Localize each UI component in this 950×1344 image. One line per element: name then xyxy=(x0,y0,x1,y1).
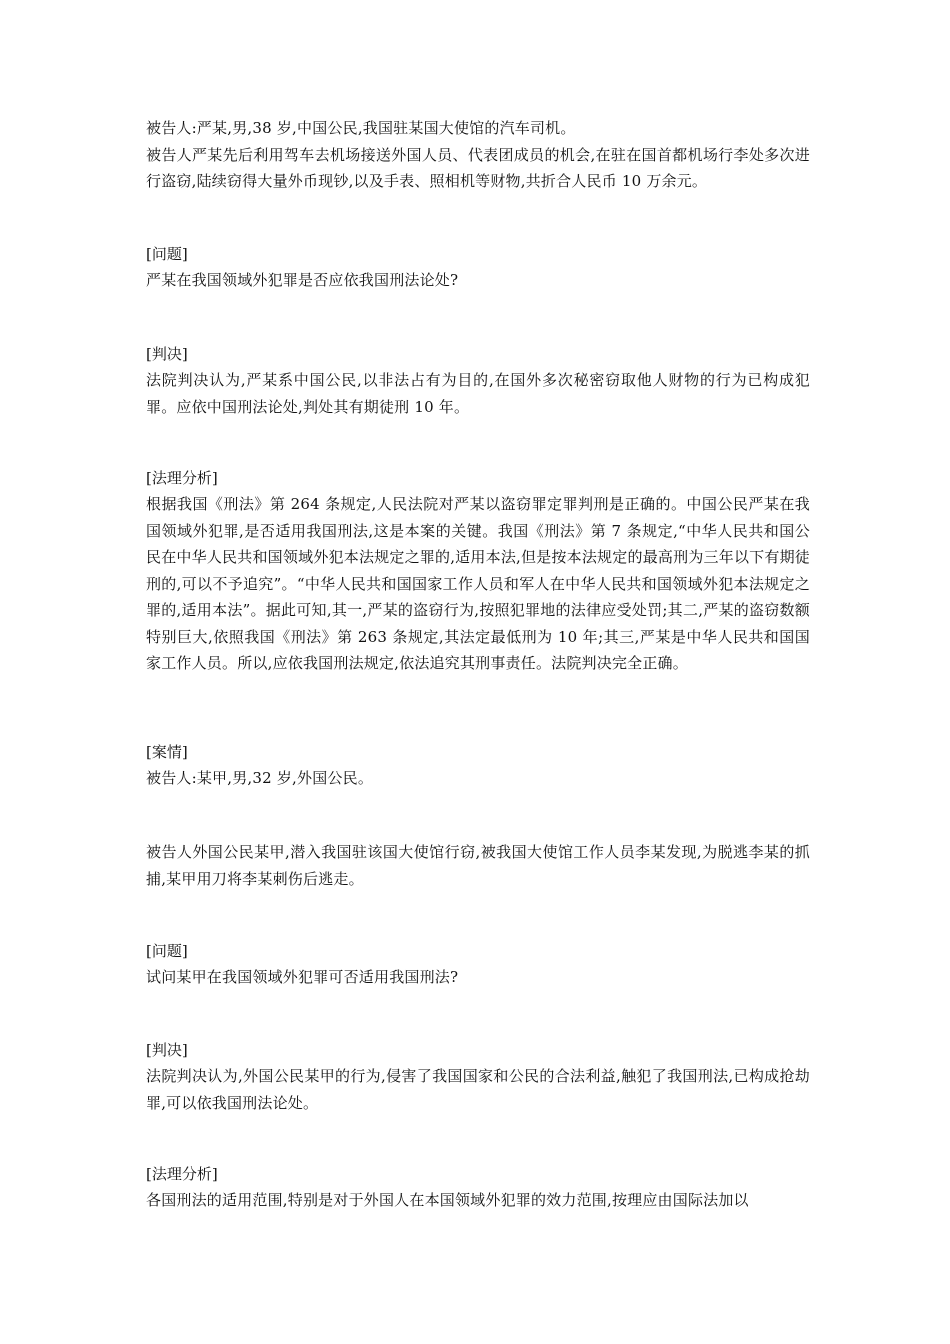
case1-judgment-text: 法院判决认为,严某系中国公民,以非法占有为目的,在国外多次秘密窃取他人财物的行为已构成犯罪。应依中国刑法论处,判处其有期徒刑 10 年。 xyxy=(146,371,810,416)
case1-judgment-heading: [判决] xyxy=(146,345,188,363)
case2-facts-text: 被告人外国公民某甲,潜入我国驻该国大使馆行窃,被我国大使馆工作人员李某发现,为脱逃李某的抓捕,某甲用刀将李某刺伤后逃走。 xyxy=(146,843,810,888)
case1-question xyxy=(146,267,810,294)
case1-question-heading: [问题] xyxy=(146,245,188,263)
case1-defendant: 被告人:严某,男,38 岁,中国公民,我国驻某国大使馆的汽车司机。 xyxy=(146,119,576,137)
case2-facts-heading: [案情] xyxy=(146,743,188,761)
case2-question xyxy=(146,964,810,991)
case2-judgment-text: 法院判决认为,外国公民某甲的行为,侵害了我国国家和公民的合法利益,触犯了我国刑法,已构成抢劫罪,可以依我国刑法论处。 xyxy=(146,1067,810,1112)
case2-facts xyxy=(146,839,810,892)
case1-judgment xyxy=(146,367,810,420)
case1-question-text: 严某在我国领域外犯罪是否应依我国刑法论处? xyxy=(146,271,459,289)
case1-intro xyxy=(146,115,810,195)
case2-defendant-text: 被告人:某甲,男,32 岁,外国公民。 xyxy=(146,769,374,787)
case2-judgment-heading: [判决] xyxy=(146,1041,188,1059)
case1-analysis-text: 根据我国《刑法》第 264 条规定,人民法院对严某以盗窃罪定罪判刑是正确的。中国公民严某在我国领域外犯罪,是否适用我国刑法,这是本案的关键。我国《刑法》第 7 条规定,“中华人民共和国公民在中华人民共和国领域外犯本法规定之罪的,适用本法,但是按本法规定的最高刑为三年以下有期徒刑的,可以不予追究”。“中华人民共和国国家工作人员和军人在中华人民共和国领域外犯本法规定之罪的,适用本法”。据此可知,其一,严某的盗窃行为,按照犯罪地的法律应受处罚;其二,严某的盗窃数额特别巨大,依照我国《刑法》第 263 条规定,其法定最低刑为 10 年;其三,严某是中华人民共和国国家工作人员。所以,应依我国刑法规定,依法追究其刑事责任。法院判决完全正确。 xyxy=(146,495,810,672)
case2-question-text: 试问某甲在我国领域外犯罪可否适用我国刑法? xyxy=(146,968,459,986)
case2-defendant xyxy=(146,765,810,792)
case2-analysis-heading: [法理分析] xyxy=(146,1165,218,1183)
case1-analysis xyxy=(146,491,810,677)
case2-judgment xyxy=(146,1063,810,1116)
case2-analysis-text: 各国刑法的适用范围,特别是对于外国人在本国领域外犯罪的效力范围,按理应由国际法加以 xyxy=(146,1191,749,1209)
case1-analysis-heading: [法理分析] xyxy=(146,469,218,487)
case2-question-heading: [问题] xyxy=(146,942,188,960)
case1-facts: 被告人严某先后利用驾车去机场接送外国人员、代表团成员的机会,在驻在国首都机场行李处多次进行盗窃,陆续窃得大量外币现钞,以及手表、照相机等财物,共折合人民币 10 万余元。 xyxy=(146,145,810,190)
case2-analysis xyxy=(146,1187,810,1214)
